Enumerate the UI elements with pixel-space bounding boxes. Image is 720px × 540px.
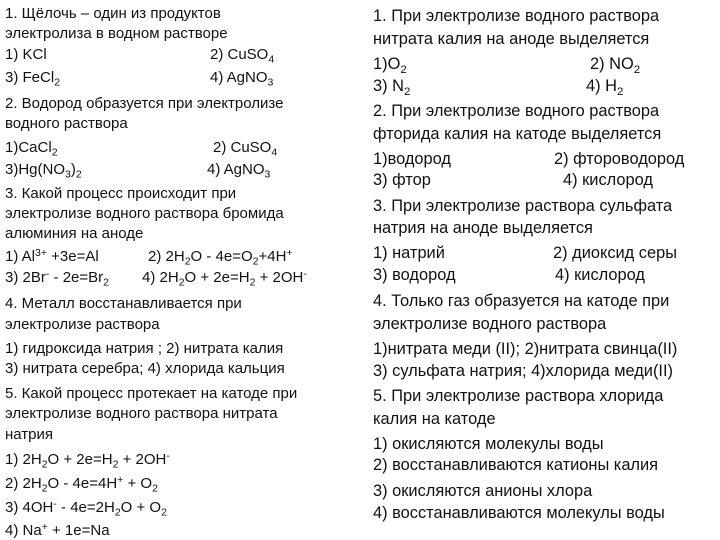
answer-option: 3) $2Br^- - 2e=Br_2$	[5, 267, 109, 289]
answer-option: 1) $2H_2O + 2e=H_2 + 2OH^-$	[5, 449, 170, 471]
question-title: электролизе водного раствора	[373, 315, 607, 333]
answer-option: 3) водород	[373, 266, 456, 284]
answer-option: 3) FeCl$_2$	[5, 69, 61, 89]
answer-option: $3)Hg(NO_3)_2$	[5, 161, 82, 181]
answer-option: 1)CaCl$_2$	[5, 139, 58, 159]
answer-option: 4) $2H_2O + 2e=H_2 + 2OH^-$	[142, 267, 307, 289]
question-title: 4. Металл восстанавливается при	[5, 295, 242, 312]
answer-option: 4) $H_2$	[586, 77, 624, 99]
answer-option-row	[373, 150, 685, 168]
question-title: калия на катоде	[373, 410, 496, 428]
question-title: 4. Только газ образуется на катоде при	[373, 292, 670, 310]
answer-option: 1)водород	[373, 150, 451, 168]
question-title: 5. Какой процесс протекает на катоде при	[5, 385, 298, 402]
answer-option: 3) окисляются анионы хлора	[373, 482, 593, 500]
answer-option-row	[5, 46, 275, 66]
answer-option-row	[5, 161, 271, 181]
answer-option: 4) AgNO$_3$	[207, 161, 271, 181]
answer-option: 2) CuSO$_4$	[213, 139, 278, 159]
answer-option: 3) фтор	[373, 171, 431, 189]
question-title: натрия на аноде выделяется	[373, 219, 593, 237]
answer-option: 4) восстанавливаются молекулы воды	[373, 504, 665, 522]
question-title: 2. При электролизе водного раствора	[373, 102, 660, 120]
answer-option: 4) кислород	[563, 171, 653, 189]
question-title: нитрата калия на аноде выделяется	[373, 30, 650, 48]
question-title: 3. При электролизе раствора сульфата	[373, 197, 673, 215]
question-title: электролизе раствора	[5, 316, 160, 333]
answer-option-row	[5, 69, 274, 89]
question-title: 1. Щёлочь – один из продуктов	[5, 5, 221, 22]
answer-option: 3) $N_2$	[373, 77, 411, 99]
answer-option: 1) окисляются молекулы воды	[373, 435, 604, 453]
answer-option: 1) KCl	[5, 46, 47, 63]
answer-option: 1) натрий	[373, 244, 445, 262]
question-title: 5. При электролизе раствора хлорида	[373, 387, 664, 405]
answer-option-row	[373, 171, 653, 189]
answer-option: 3) $4OH^- - 4e=2H_2O + O_2$	[5, 497, 167, 519]
answer-option: 4) кислород	[555, 266, 645, 284]
answer-option: 2) $2H_2O - 4e=O_2+4H^+$	[148, 246, 293, 268]
answer-option-row: 1)нитрата меди (II); 2)нитрата свинца(II)	[373, 340, 678, 358]
question-title: электролизе водного раствора бромида	[5, 205, 284, 222]
answer-option: 2) CuSO$_4$	[210, 46, 275, 66]
answer-option-row	[5, 267, 307, 289]
question-title: алюминия на аноде	[5, 225, 144, 242]
question-title: 3. Какой процесс происходит при	[5, 185, 237, 202]
question-title: 2. Водород образуется при электролизе	[5, 95, 284, 112]
answer-option-row	[5, 139, 278, 159]
answer-option-row	[373, 55, 641, 77]
question-title: фторида калия на катоде выделяется	[373, 125, 662, 143]
answer-option: 2) $NO_2$	[590, 55, 641, 77]
answer-option-row	[373, 244, 677, 262]
question-title: 1. При электролизе водного раствора	[373, 7, 660, 25]
question-title: электролиза в водном растворе	[5, 25, 228, 42]
answer-option-row: 3) сульфата натрия; 4)хлорида меди(II)	[373, 362, 673, 380]
answer-option: 1) $Al^{3+} +3e=Al$	[5, 246, 99, 265]
answer-option: 2) восстанавливаются катионы калия	[373, 456, 659, 474]
question-title: водного раствора	[5, 115, 128, 132]
answer-option: $1)O_2$	[373, 55, 407, 77]
question-title: натрия	[5, 426, 54, 443]
answer-option-row	[5, 246, 293, 268]
answer-option: 2) фтороводород	[554, 150, 685, 168]
answer-option: 4) AgNO$_3$	[210, 69, 274, 89]
answer-option-row: 3) нитрата серебра; 4) хлорида кальция	[5, 360, 285, 377]
answer-option-row: 1) гидроксида натрия ; 2) нитрата калия	[5, 340, 284, 357]
question-title: электролизе водного раствора нитрата	[5, 405, 278, 422]
answer-option: 2) $2H_2O - 4e=4H^+ + O_2$	[5, 473, 158, 495]
answer-option: 4) Na+ + 1e=Na	[5, 520, 110, 539]
answer-option-row	[373, 266, 645, 284]
answer-option-row	[373, 77, 624, 99]
answer-option: 2) диоксид серы	[553, 244, 677, 262]
